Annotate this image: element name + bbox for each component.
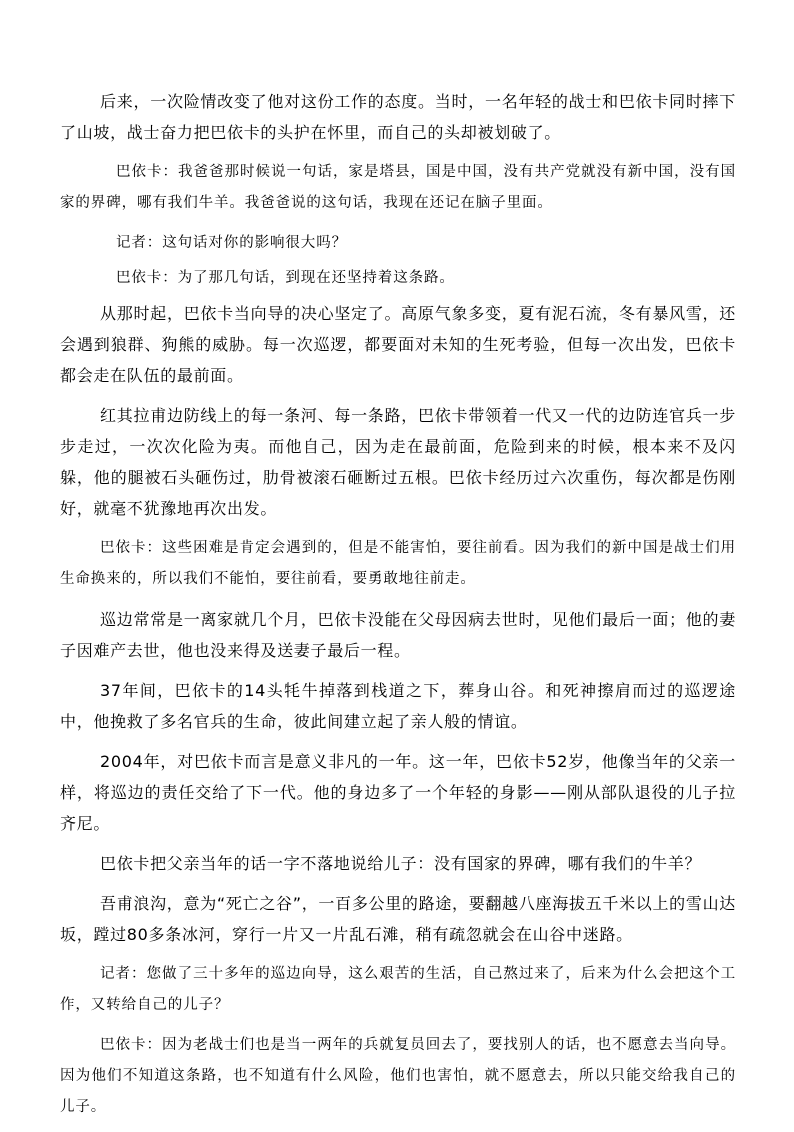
narration-paragraph: 从那时起，巴依卡当向导的决心坚定了。高原气象多变，夏有泥石流，冬有暴风雪，还会遇到狼群、狗熊的威胁。每一次巡逻，都要面对未知的生死考验，但每一次出发，巴依卡都会走在队伍的最前面。: [60, 304, 736, 385]
narration-paragraph: 巴依卡把父亲当年的话一字不落地说给儿子：没有国家的界碑，哪有我们的牛羊？: [100, 854, 702, 873]
interview-quote: 巴依卡：因为老战士们也是当一两年的兵就复员回去了，要找别人的话，也不愿意去当向导。因为他们不知道这条路，也不知道有什么风险，他们也害怕，就不愿意去，所以只能交给我自己的儿子。: [60, 1037, 736, 1115]
article-body: [60, 86, 736, 1132]
interview-quote: 巴依卡：我爸爸那时候说一句话，家是塔县，国是中国，没有共产党就没有新中国，没有国家的界碑，哪有我们牛羊。我爸爸说的这句话，我现在还记在脑子里面。: [60, 164, 736, 211]
narration-paragraph: 巡边常常是一离家就几个月，巴依卡没能在父母因病去世时，见他们最后一面；他的妻子因难产去世，他也没来得及送妻子最后一程。: [60, 610, 736, 660]
interview-quote: 巴依卡：为了那几句话，到现在还坚持着这条路。: [116, 270, 455, 286]
narration-paragraph: 后来，一次险情改变了他对这份工作的态度。当时，一名年轻的战士和巴依卡同时摔下了山坡，战士奋力把巴依卡的头护在怀里，而自己的头却被划破了。: [60, 92, 736, 142]
interview-quote: 记者：这句话对你的影响很大吗？: [116, 235, 347, 251]
narration-paragraph: 37年间，巴依卡的14头牦牛掉落到栈道之下，葬身山谷。和死神擦肩而过的巡逻途中，他挽救了多名官兵的生命，彼此间建立起了亲人般的情谊。: [60, 681, 736, 731]
interview-quote: 记者：您做了三十多年的巡边向导，这么艰苦的生活，自己熬过来了，后来为什么会把这个工作，又转给自己的儿子？: [60, 966, 736, 1013]
narration-paragraph: 吾甫浪沟，意为“死亡之谷”，一百多公里的路途，要翻越八座海拔五千米以上的雪山达坂，蹚过80多条冰河，穿行一片又一片乱石滩，稍有疏忽就会在山谷中迷路。: [60, 894, 736, 944]
interview-quote: 巴依卡：这些困难是肯定会遇到的，但是不能害怕，要往前看。因为我们的新中国是战士们用生命换来的，所以我们不能怕，要往前看，要勇敢地往前走。: [60, 540, 736, 587]
narration-paragraph: 2004年，对巴依卡而言是意义非凡的一年。这一年，巴依卡52岁，他像当年的父亲一样，将巡边的责任交给了下一代。他的身边多了一个年轻的身影——刚从部队退役的儿子拉齐尼。: [60, 752, 736, 833]
narration-paragraph: 红其拉甫边防线上的每一条河、每一条路，巴依卡带领着一代又一代的边防连官兵一步步走过，一次次化险为夷。而他自己，因为走在最前面，危险到来的时候，根本来不及闪躲，他的腿被石头砸伤过，肋骨被滚石砸断过五根。巴依卡经历过六次重伤，每次都是伤刚好，就毫不犹豫地再次出发。: [60, 406, 736, 518]
